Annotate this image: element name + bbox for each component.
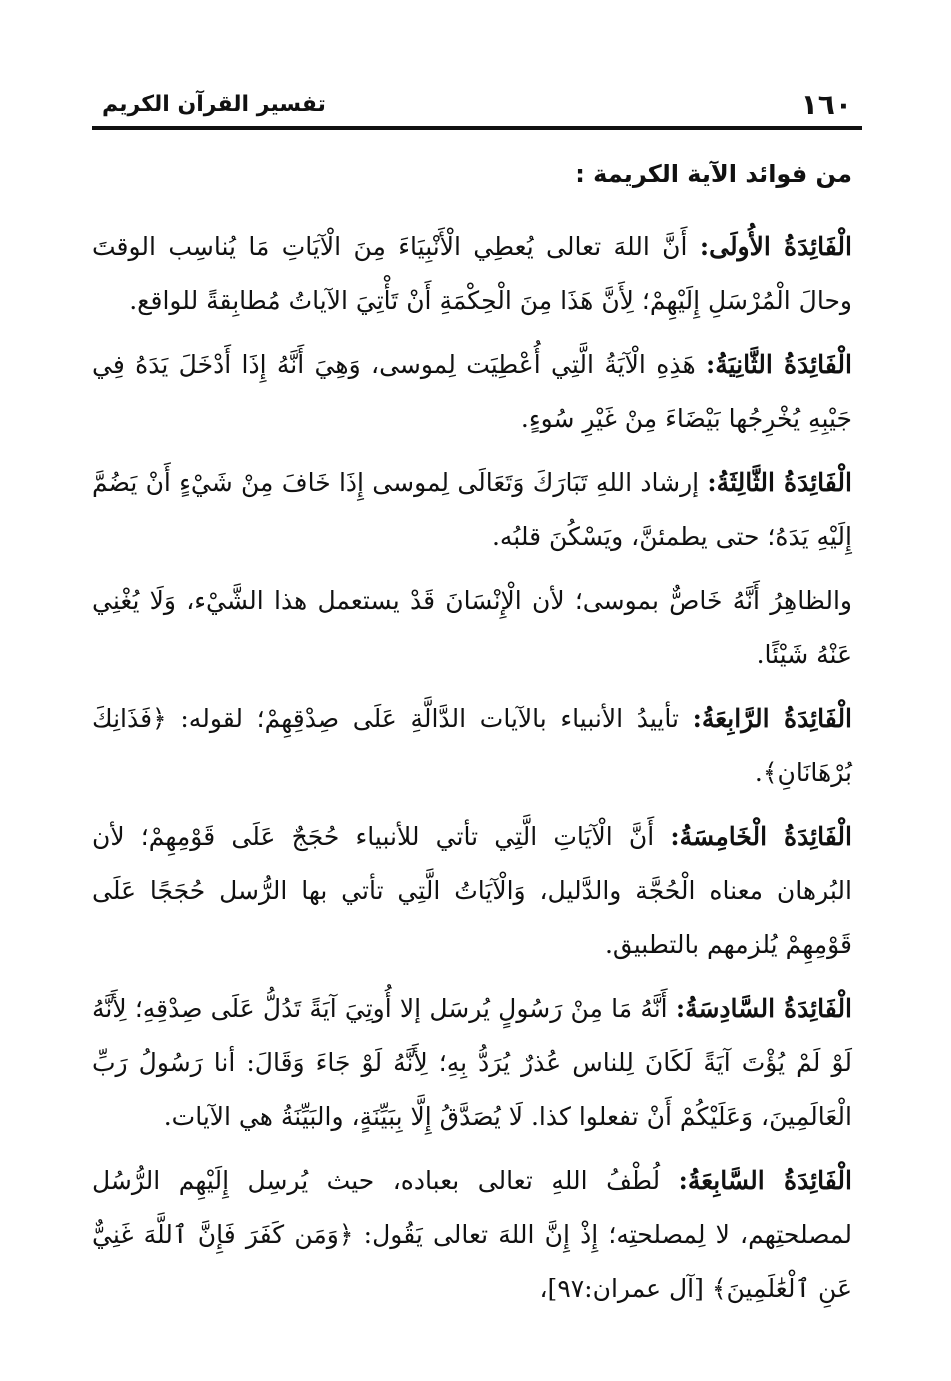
paragraph-lead: الْفَائِدَةُ الرَّابِعَةُ: xyxy=(692,704,853,733)
paragraph-lead: الْفَائِدَةُ الثَّالِثَةُ: xyxy=(707,468,852,497)
paragraph-benefit-1 xyxy=(92,220,862,328)
paragraph-text: أَنَّ اللهَ تعالى يُعطِي الْأَنْبِيَاءَ مِنَ الْآيَاتِ مَا يُناسِب الوقتَ وحالَ الْمُرْسَلِ إِلَيْهِمْ؛ لِأَنَّ هَذَا مِنَ الْحِكْمَةِ أَنْ تَأْتِيَ الآياتُ مُطابِقةً للواقع. xyxy=(92,232,852,315)
running-title: تفسير القرآن الكريم xyxy=(102,92,326,117)
paragraph-lead: الْفَائِدَةُ الْخَامِسَةُ: xyxy=(670,822,852,851)
page-content xyxy=(92,160,862,1326)
page-header xyxy=(92,86,862,130)
page-number: ١٦٠ xyxy=(800,88,852,121)
paragraph-lead: الْفَائِدَةُ الأُولَى: xyxy=(699,232,852,261)
paragraph-benefit-5 xyxy=(92,810,862,972)
paragraph-text: أَنَّهُ مَا مِنْ رَسُولٍ يُرسَل إلا أُوتِيَ آيَةً تَدُلُّ عَلَى صِدْقِهِ؛ لِأَنَّهُ لَوْ لَمْ يُؤْتَ آيَةً لَكَانَ لِلناس عُذرٌ يُرَدُّ بِهِ؛ لِأَنَّهُ لَوْ جَاءَ وَقَالَ: أنا رَسُولُ رَبِّ الْعَالَمِينَ، وَعَلَيْكُمْ أَنْ تفعلوا كذا. لَا يُصَدَّقُ إِلَّا بِبَيِّنَةٍ، والبَيِّنَةُ هي الآيات. xyxy=(92,994,852,1131)
section-title: من فوائد الآية الكريمة : xyxy=(575,160,852,188)
header-rule xyxy=(92,126,862,130)
paragraph-lead: الْفَائِدَةُ الثَّانِيَةُ: xyxy=(706,350,852,379)
paragraph-benefit-4 xyxy=(92,692,862,800)
paragraph-text: إرشاد اللهِ تَبَارَكَ وَتَعَالَى لِموسى إِذَا خَافَ مِنْ شَيْءٍ أَنْ يَضُمَّ إِلَيْهِ يَدَهُ؛ حتى يطمئنَّ، ويَسْكُنَ قلبُه. xyxy=(92,468,852,551)
paragraph-text: تأييدُ الأنبياء بالآيات الدَّالَّةِ عَلَى صِدْقِهِمْ؛ لقوله: ﴿فَذَانِكَ بُرْهَانَانِ﴾. xyxy=(92,704,852,787)
paragraph-lead: الْفَائِدَةُ السَّابِعَةُ: xyxy=(678,1166,852,1195)
paragraph-benefit-2 xyxy=(92,338,862,446)
paragraph-text: والظاهِرُ أَنَّهُ خَاصٌّ بموسى؛ لأن الْإِنْسَانَ قَدْ يستعمل هذا الشَّيْء، وَلَا يُغْنِي عَنْهُ شَيْئًا. xyxy=(92,586,852,669)
paragraph-benefit-7 xyxy=(92,1154,862,1316)
paragraph-text: لُطْفُ اللهِ تعالى بعباده، حيث يُرسِل إِلَيْهِم الرُّسُل لمصلحتِهم، لا لِمصلحتِه؛ إِذْ إِنَّ اللهَ تعالى يَقُول: ﴿وَمَن كَفَرَ فَإِنَّ ٱللَّهَ غَنِيٌّ عَنِ ٱلْعَٰلَمِينَ﴾ [آل عمران:٩٧]، xyxy=(92,1166,852,1303)
paragraph-benefit-3 xyxy=(92,456,862,564)
paragraph-text: هَذِهِ الْآيَةُ الَّتِي أُعْطِيَت لِموسى، وَهِيَ أَنَّهُ إِذَا أَدْخَلَ يَدَهُ فِي جَيْبِهِ يُخْرِجُها بَيْضَاءَ مِنْ غَيْرِ سُوءٍ. xyxy=(92,350,852,433)
paragraph-text: أَنَّ الْآيَاتِ الَّتِي تأتي للأنبياء حُجَجٌ عَلَى قَوْمِهِمْ؛ لأن البُرهان معناه الْحُجَّة والدَّليل، وَالْآيَاتُ الَّتِي تأتي بها الرُّسل حُجَجًا عَلَى قَوْمِهِمْ يُلزمهم بالتطبيق. xyxy=(92,822,852,959)
paragraph-lead: الْفَائِدَةُ السَّادِسَةُ: xyxy=(675,994,853,1023)
paragraph-benefit-6 xyxy=(92,982,862,1144)
paragraph-note xyxy=(92,574,862,682)
